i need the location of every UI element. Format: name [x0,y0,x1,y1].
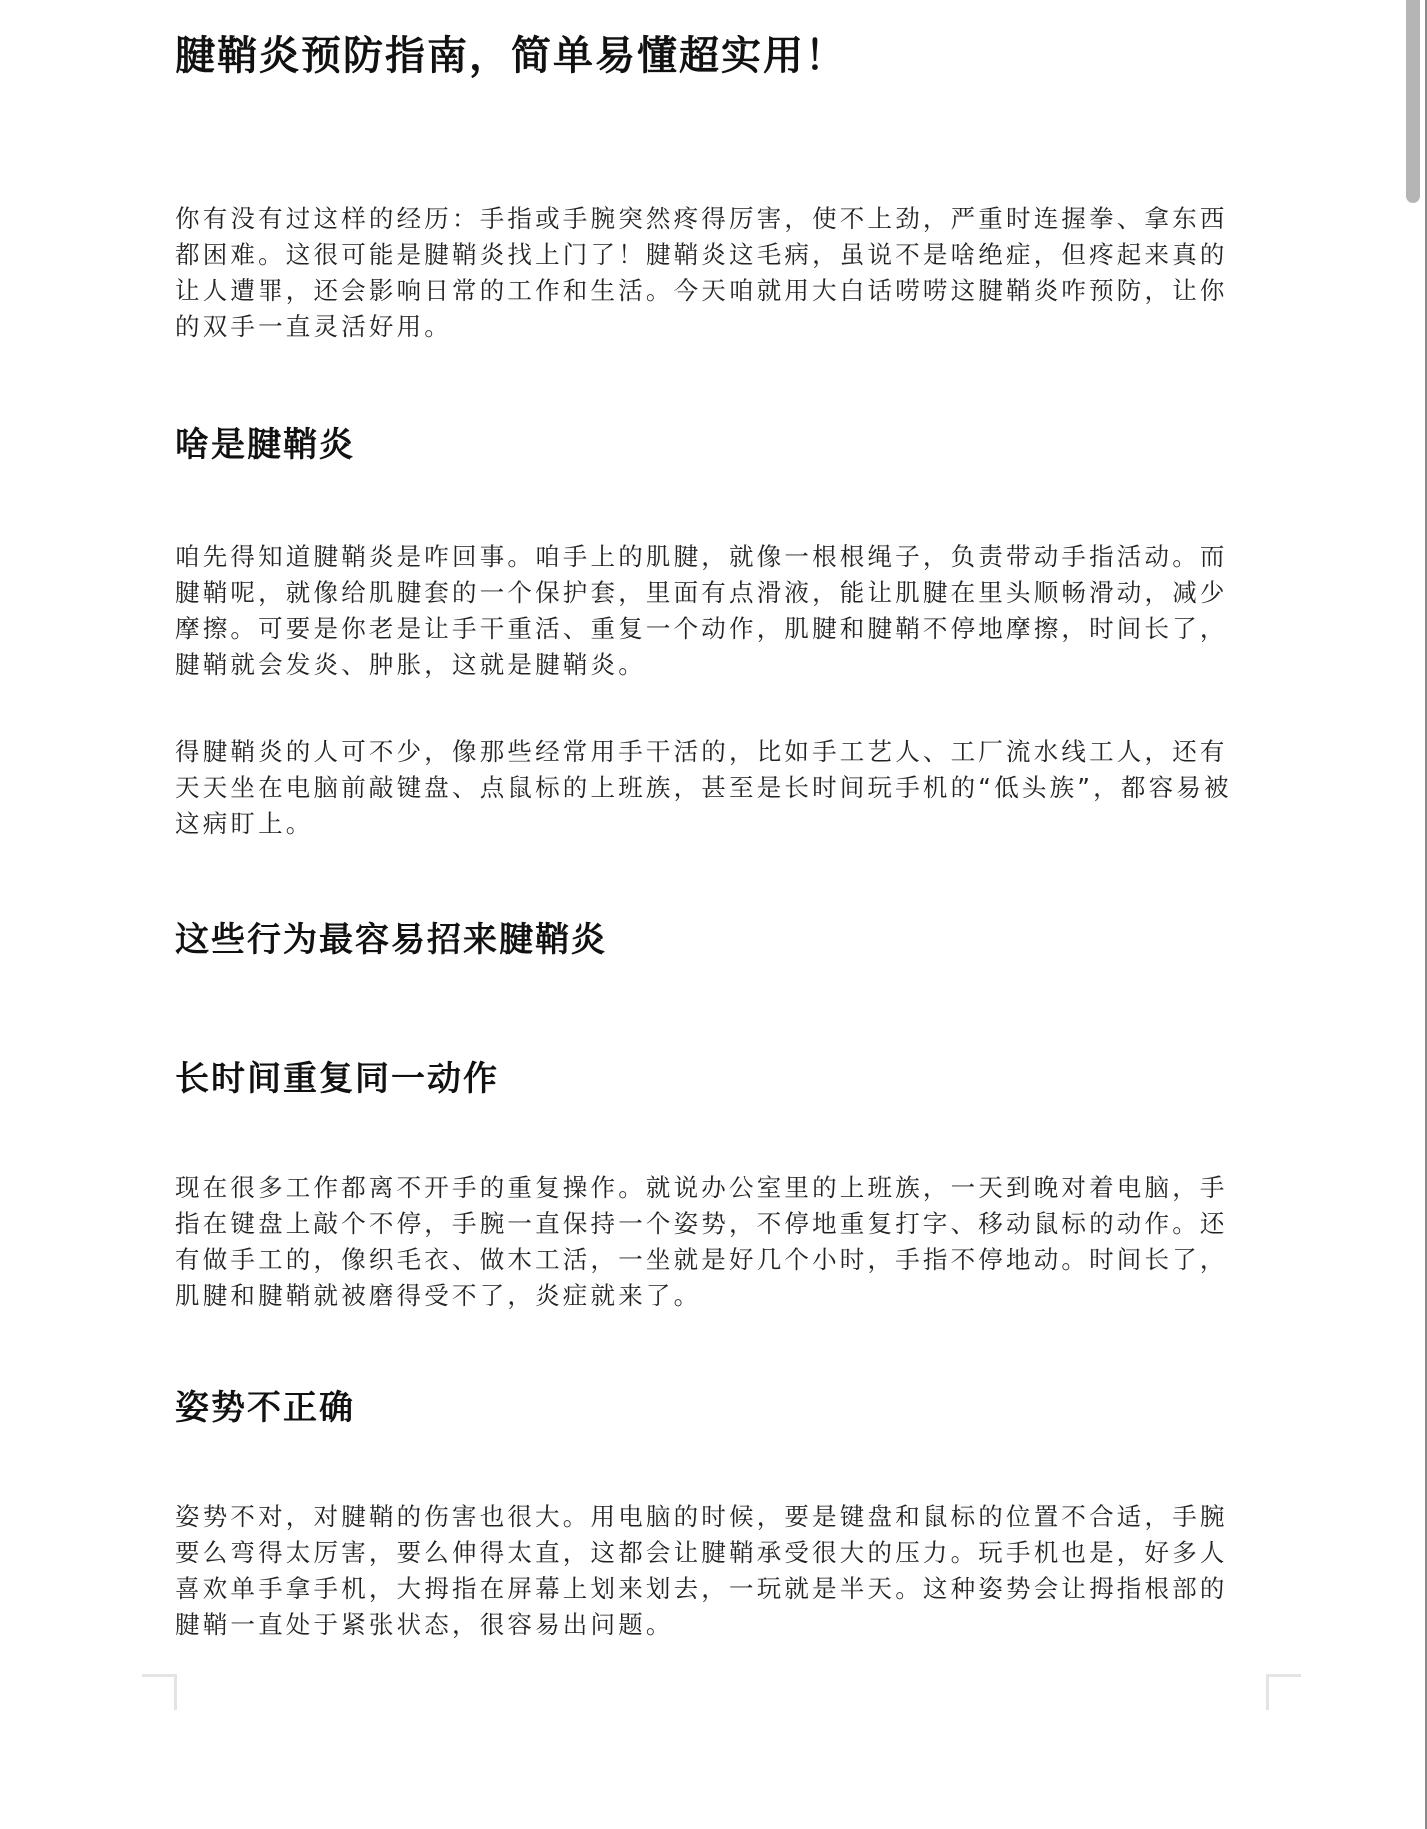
vertical-scrollbar[interactable] [1410,0,1427,1829]
section-heading-causes: 这些行为最容易招来腱鞘炎 [175,920,607,960]
intro-paragraph [175,201,1255,345]
repetition-paragraph [175,1170,1255,1314]
text-line: 有做手工的，像织毛衣、做木工活，一坐就是好几个小时，手指不停地动。时间长了， [175,1245,1228,1274]
text-line: 喜欢单手拿手机，大拇指在屏幕上划来划去，一玩就是半天。这种姿势会让拇指根部的 [175,1574,1228,1603]
text-line: 摩擦。可要是你老是让手干重活、重复一个动作，肌腱和腱鞘不停地摩擦，时间长了， [175,614,1228,643]
text-line: 腱鞘一直处于紧张状态，很容易出问题。 [175,1610,674,1639]
text-line: 腱鞘就会发炎、肿胀，这就是腱鞘炎。 [175,650,646,679]
text-line: 的双手一直灵活好用。 [175,312,452,341]
text-line: 让人遭罪，还会影响日常的工作和生活。今天咱就用大白话唠唠这腱鞘炎咋预防，让你 [175,276,1228,305]
section-heading-what-is: 啥是腱鞘炎 [175,425,355,465]
page-corner-mark-left-icon [142,1674,177,1710]
text-line: 腱鞘呢，就像给肌腱套的一个保护套，里面有点滑液，能让肌腱在里头顺畅滑动，减少 [175,578,1228,607]
text-line: 得腱鞘炎的人可不少，像那些经常用手干活的，比如手工艺人、工厂流水线工人，还有 [175,737,1228,766]
text-line: 这病盯上。 [175,809,314,838]
text-line: 天天坐在电脑前敲键盘、点鼠标的上班族，甚至是长时间玩手机的“低头族”，都容易被 [175,773,1232,802]
scrollbar-thumb[interactable] [1406,0,1420,203]
what-is-paragraph-1 [175,539,1255,683]
what-is-paragraph-2 [175,734,1255,842]
page-corner-mark-right-icon [1266,1674,1301,1710]
subheading-posture: 姿势不正确 [175,1388,355,1428]
document-title: 腱鞘炎预防指南，简单易懂超实用！ [175,33,847,79]
text-line: 指在键盘上敲个不停，手腕一直保持一个姿势，不停地重复打字、移动鼠标的动作。还 [175,1209,1228,1238]
subheading-repetition: 长时间重复同一动作 [175,1059,499,1099]
text-line: 现在很多工作都离不开手的重复操作。就说办公室里的上班族，一天到晚对着电脑，手 [175,1173,1228,1202]
text-line: 都困难。这很可能是腱鞘炎找上门了！腱鞘炎这毛病，虽说不是啥绝症，但疼起来真的 [175,240,1228,269]
text-line: 你有没有过这样的经历：手指或手腕突然疼得厉害，使不上劲，严重时连握拳、拿东西 [175,204,1228,233]
text-line: 肌腱和腱鞘就被磨得受不了，炎症就来了。 [175,1281,702,1310]
posture-paragraph [175,1499,1255,1643]
text-line: 姿势不对，对腱鞘的伤害也很大。用电脑的时候，要是键盘和鼠标的位置不合适，手腕 [175,1502,1228,1531]
text-line: 咱先得知道腱鞘炎是咋回事。咱手上的肌腱，就像一根根绳子，负责带动手指活动。而 [175,542,1228,571]
text-line: 要么弯得太厉害，要么伸得太直，这都会让腱鞘承受很大的压力。玩手机也是，好多人 [175,1538,1228,1567]
